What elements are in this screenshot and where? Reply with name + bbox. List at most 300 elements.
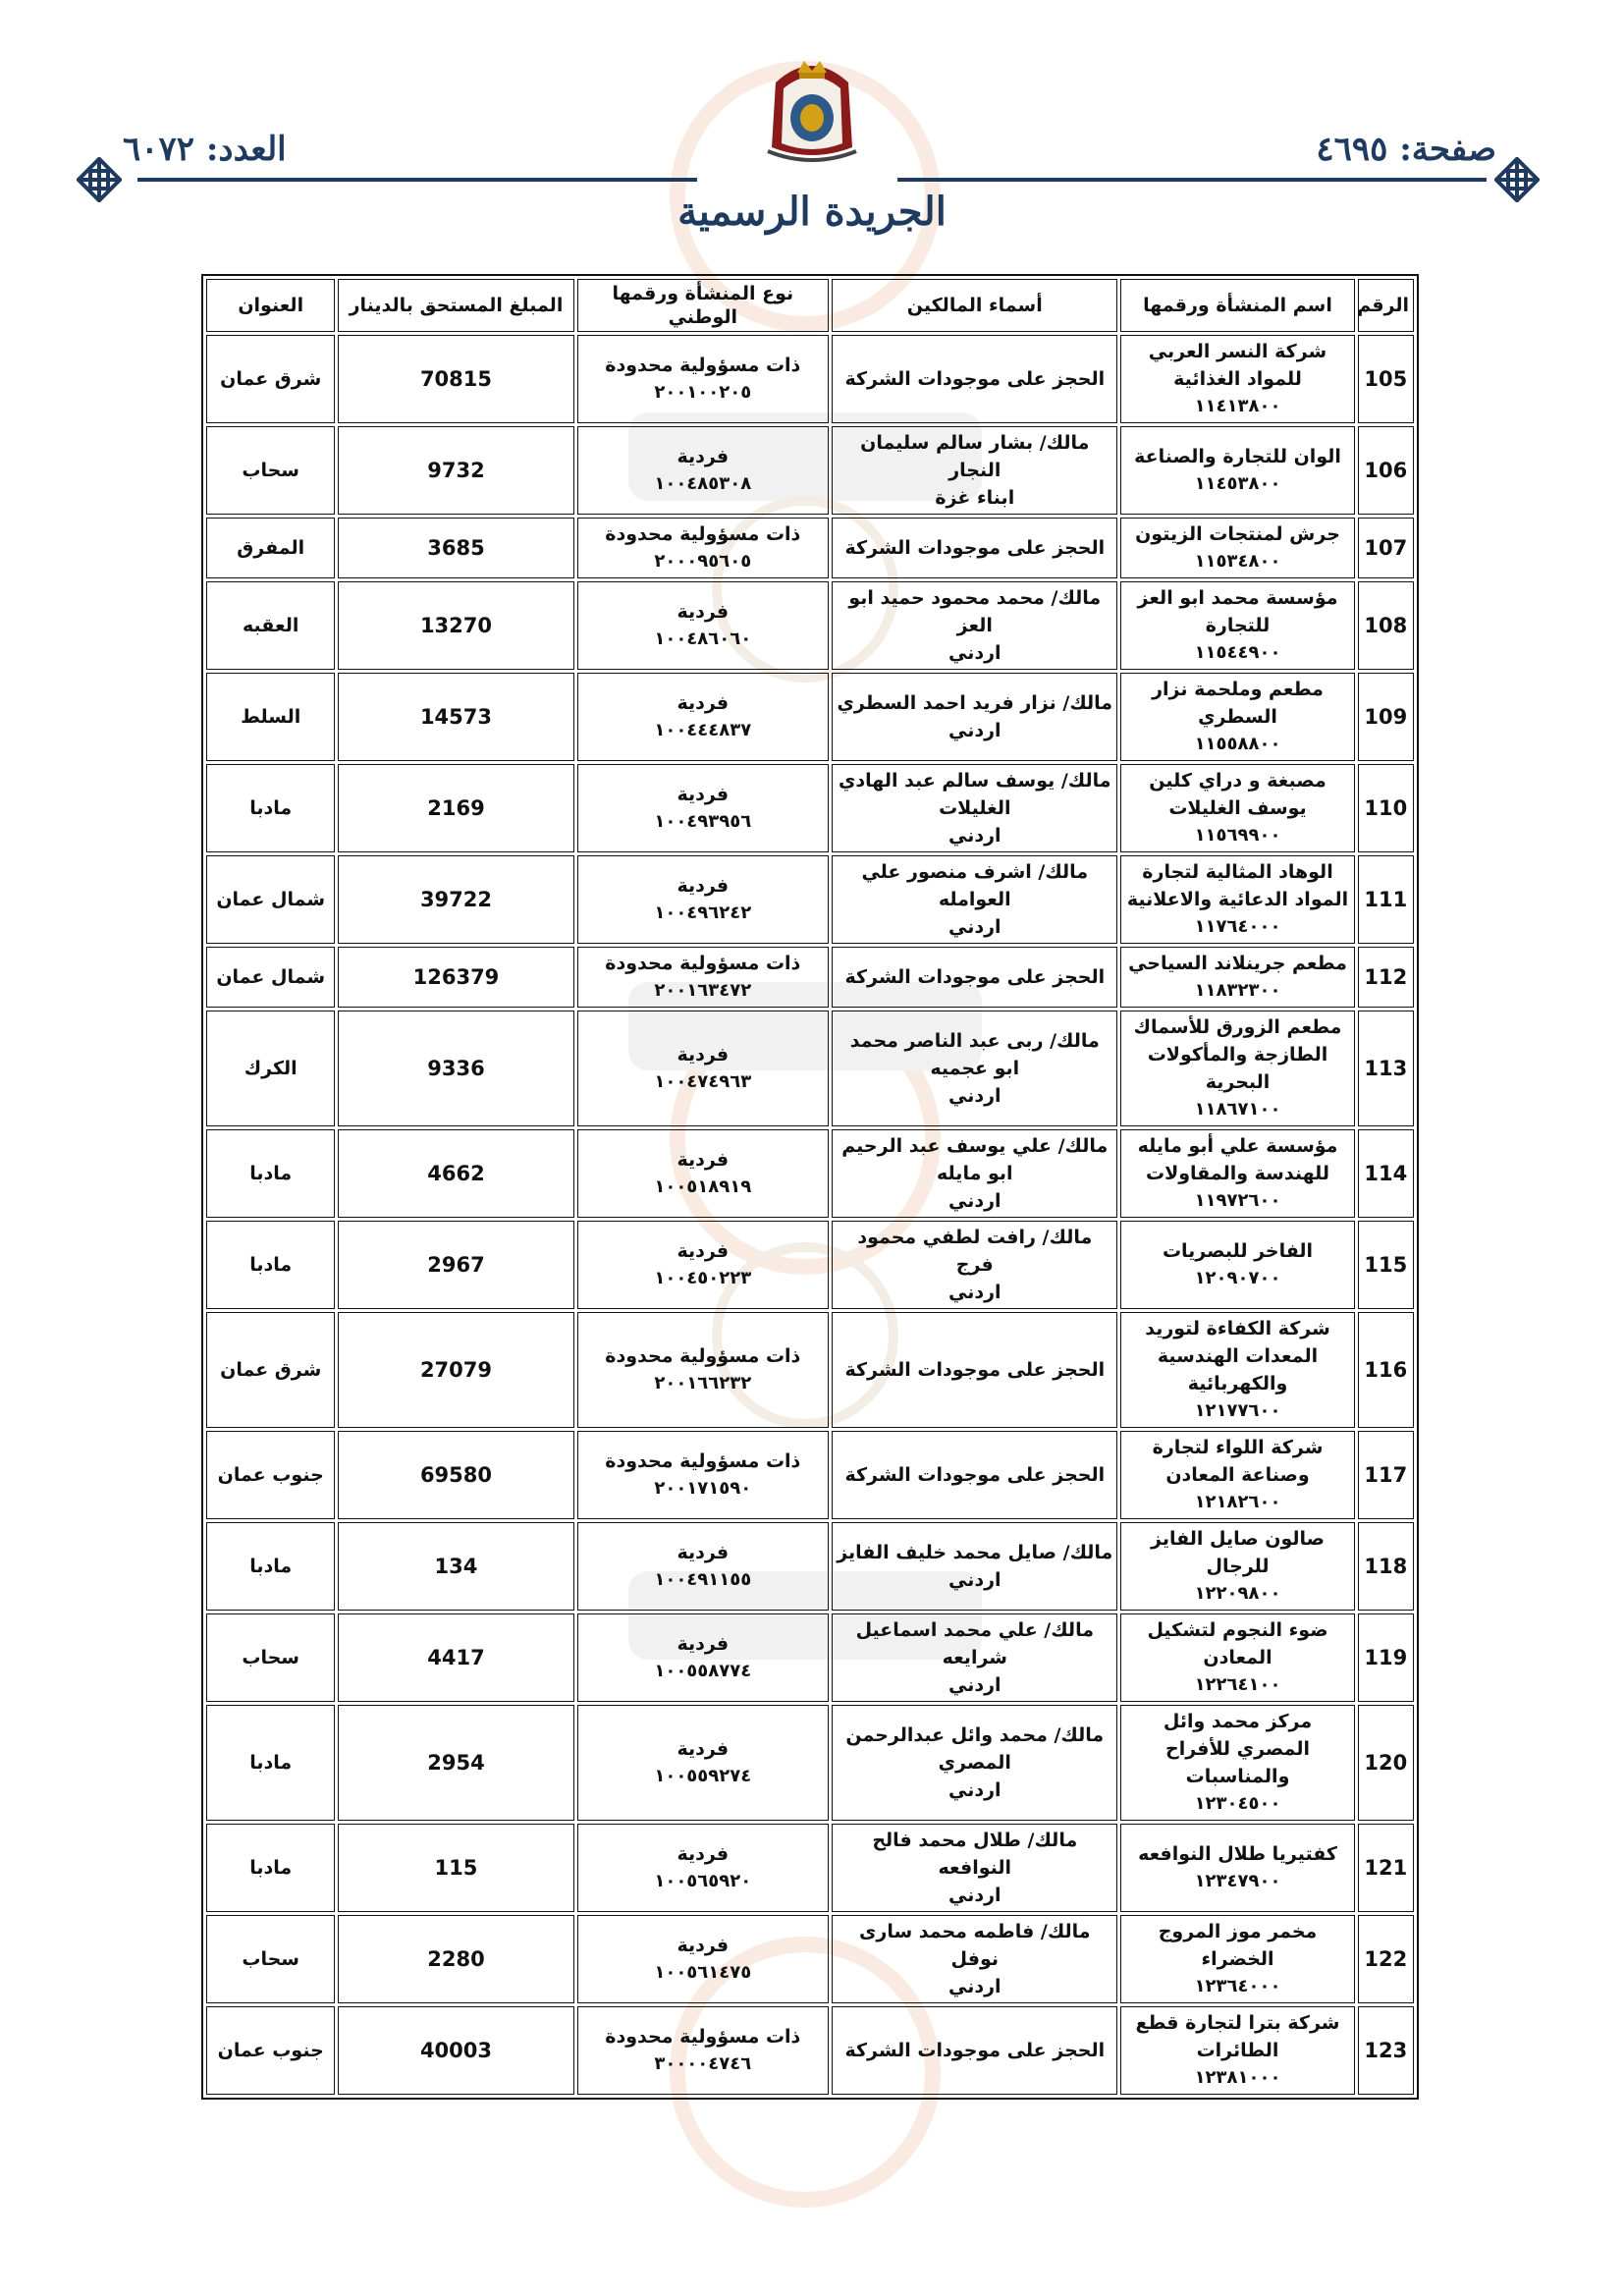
row-number-cell [1358, 426, 1414, 515]
type-cell [577, 764, 830, 852]
establishment-name: مؤسسة محمد ابو العز للتجارة [1137, 587, 1338, 636]
row-number-cell [1358, 2006, 1414, 2095]
table-row [206, 1613, 1414, 1702]
type-cell [577, 581, 830, 670]
establishment-number: ١١٥٣٤٨٠٠ [1194, 551, 1281, 572]
type-cell [577, 1705, 830, 1821]
amount-cell [338, 764, 573, 852]
amount-cell [338, 673, 573, 761]
table-row [206, 1915, 1414, 2003]
address-cell [206, 1915, 335, 2003]
owner-nationality: اردني [947, 720, 1001, 741]
owner-name: مالك/ بشار سالم سليمان النجار [860, 432, 1090, 481]
amount-cell [338, 1431, 573, 1519]
establishment-name: صالون صايل الفايز للرجال [1151, 1528, 1325, 1577]
amount-due: 27079 [419, 1358, 492, 1382]
owner-nationality: اردني [947, 1976, 1001, 1997]
establishment-name: مطعم وملحمة نزار السطري [1152, 679, 1324, 728]
establishment-cell [1120, 947, 1354, 1008]
establishment-name: مركز محمد وائل المصري للأفراح والمناسبات [1163, 1711, 1313, 1787]
row-number: 111 [1364, 888, 1408, 911]
owner-name: الحجز على موجودات الشركة [844, 368, 1106, 390]
owner-name: مالك/ رافت لطفي محمود فرج [857, 1227, 1093, 1276]
establishment-number: ١٢٣٤٧٩٠٠ [1194, 1871, 1281, 1891]
address: سحاب [242, 460, 299, 481]
owner-nationality: اردني [947, 1085, 1001, 1107]
row-number-cell [1358, 1221, 1414, 1309]
establishment-type: فردية [677, 1044, 730, 1066]
amount-due: 134 [434, 1555, 478, 1578]
owner-cell [832, 1522, 1117, 1611]
establishment-name: شركة الكفاءة لتوريد المعدات الهندسية والكهربائية [1145, 1318, 1330, 1394]
owner-name: مالك/ فاطمه محمد سارى نوفل [858, 1921, 1091, 1970]
address: مادبا [249, 1254, 293, 1276]
type-cell [577, 1221, 830, 1309]
establishment-cell [1120, 855, 1354, 944]
column-header-amount: المبلغ المستحق بالدينار [338, 279, 573, 332]
address-cell [206, 1613, 335, 1702]
establishment-type: ذات مسؤولية محدودة [605, 953, 801, 974]
establishment-number: ١٢٣٨١٠٠٠ [1194, 2067, 1281, 2088]
establishment-type: فردية [677, 1240, 730, 1262]
establishment-cell [1120, 1312, 1354, 1428]
row-number: 105 [1364, 367, 1408, 391]
type-cell [577, 947, 830, 1008]
owner-name: مالك/ نزار فريد احمد السطري [837, 692, 1113, 714]
owner-cell [832, 581, 1117, 670]
establishment-type: فردية [677, 601, 730, 623]
owner-name: الحجز على موجودات الشركة [844, 966, 1106, 988]
establishment-cell [1120, 1129, 1354, 1218]
type-cell [577, 1613, 830, 1702]
table-row [206, 1431, 1414, 1519]
amount-cell [338, 1915, 573, 2003]
amount-due: 3685 [427, 536, 485, 560]
owner-nationality: ابناء غزة [935, 487, 1015, 509]
establishment-cell [1120, 1431, 1354, 1519]
address-cell [206, 947, 335, 1008]
owner-cell [832, 1129, 1117, 1218]
table-row [206, 1011, 1414, 1126]
amount-cell [338, 2006, 573, 2095]
address: جنوب عمان [217, 2040, 324, 2061]
registry-table [201, 274, 1419, 2100]
row-number: 110 [1364, 796, 1408, 820]
national-number: ٢٠٠٠٩٥٦٠٥ [654, 551, 752, 572]
row-number-cell [1358, 673, 1414, 761]
row-number: 109 [1364, 705, 1408, 729]
owner-cell [832, 1312, 1117, 1428]
establishment-number: ١١٥٥٨٨٠٠ [1194, 734, 1281, 754]
page-header [0, 0, 1624, 255]
type-cell [577, 335, 830, 423]
owner-nationality: اردني [947, 642, 1001, 664]
table-row [206, 581, 1414, 670]
address: شمال عمان [216, 966, 326, 988]
establishment-name: مطعم الزورق للأسماك الطازجة والمأكولات البحرية [1133, 1016, 1342, 1093]
establishment-type: فردية [677, 692, 730, 714]
owner-cell [832, 947, 1117, 1008]
amount-due: 14573 [419, 705, 492, 729]
establishment-name: الوان للتجارة والصناعة [1134, 446, 1341, 467]
row-number-cell [1358, 1915, 1414, 2003]
row-number-cell [1358, 518, 1414, 578]
type-cell [577, 1312, 830, 1428]
owner-cell [832, 1705, 1117, 1821]
type-cell [577, 1824, 830, 1912]
row-number-cell [1358, 855, 1414, 944]
amount-cell [338, 518, 573, 578]
column-header-name: اسم المنشأة ورقمها [1120, 279, 1354, 332]
amount-cell [338, 1705, 573, 1821]
row-number-cell [1358, 1312, 1414, 1428]
establishment-name: مطعم جرينلاند السياحي [1128, 953, 1347, 974]
establishment-type: فردية [677, 784, 730, 805]
coat-of-arms-icon [758, 53, 866, 169]
national-number: ١٠٠٤٤٤٨٣٧ [654, 720, 752, 740]
owner-name: مالك/ يوسف سالم عبد الهادي الغليلات [839, 770, 1111, 819]
amount-due: 9732 [427, 459, 485, 482]
owner-nationality: اردني [947, 1779, 1001, 1801]
establishment-type: ذات مسؤولية محدودة [605, 355, 801, 376]
row-number-cell [1358, 1522, 1414, 1611]
table-row [206, 764, 1414, 852]
type-cell [577, 1129, 830, 1218]
establishment-cell [1120, 1522, 1354, 1611]
establishment-type: فردية [677, 875, 730, 897]
address-cell [206, 1705, 335, 1821]
establishment-cell [1120, 518, 1354, 578]
row-number: 123 [1364, 2039, 1408, 2062]
address: مادبا [249, 1752, 293, 1774]
establishment-number: ١٢٣٦٤٠٠٠ [1194, 1976, 1281, 1996]
type-cell [577, 1431, 830, 1519]
row-number: 118 [1364, 1555, 1408, 1578]
address-cell [206, 1221, 335, 1309]
establishment-name: شركة بترا لتجارة قطع الطائرات [1135, 2012, 1340, 2061]
owner-name: مالك/ محمد وائل عبدالرحمن المصري [845, 1724, 1105, 1774]
amount-due: 9336 [427, 1057, 485, 1080]
address: سحاب [242, 1948, 299, 1970]
national-number: ٢٠٠١٦٦٢٣٢ [654, 1373, 752, 1394]
row-number: 113 [1364, 1057, 1408, 1080]
address-cell [206, 1522, 335, 1611]
table-row [206, 855, 1414, 944]
establishment-type: فردية [677, 1738, 730, 1760]
address-cell [206, 1824, 335, 1912]
national-number: ١٠٠٤٨٥٣٠٨ [654, 473, 752, 494]
establishment-number: ١١٩٧٢٦٠٠ [1194, 1190, 1281, 1211]
owner-nationality: اردني [947, 1190, 1001, 1212]
address: مادبا [249, 1163, 293, 1184]
national-number: ١٠٠٥١٨٩١٩ [654, 1176, 752, 1197]
establishment-cell [1120, 1613, 1354, 1702]
amount-due: 39722 [419, 888, 492, 911]
establishment-number: ١٢٢٠٩٨٠٠ [1194, 1583, 1281, 1604]
row-number-cell [1358, 1431, 1414, 1519]
address: شرق عمان [220, 368, 322, 390]
amount-due: 126379 [412, 965, 500, 989]
national-number: ١٠٠٥٦١٤٧٥ [654, 1962, 752, 1983]
gazette-title: الجريدة الرسمية [677, 189, 947, 235]
owner-cell [832, 764, 1117, 852]
owner-name: مالك/ طلال محمد فالح النوافعه [872, 1830, 1078, 1879]
owner-name: مالك/ ربى عبد الناصر محمد ابو عجميه [849, 1030, 1100, 1079]
row-number-cell [1358, 764, 1414, 852]
owner-name: مالك/ اشرف منصور علي العوامله [861, 861, 1089, 910]
owner-name: مالك/ علي محمد اسماعيل شرايعه [855, 1619, 1094, 1668]
table-row [206, 1129, 1414, 1218]
row-number: 117 [1364, 1463, 1408, 1487]
table-row [206, 426, 1414, 515]
owner-cell [832, 855, 1117, 944]
address-cell [206, 335, 335, 423]
establishment-number: ١١٤٥٣٨٠٠ [1194, 473, 1281, 494]
establishment-type: ذات مسؤولية محدودة [605, 2026, 801, 2048]
row-number: 107 [1364, 536, 1408, 560]
national-number: ١٠٠٤٩٦٢٤٢ [654, 902, 752, 923]
row-number: 119 [1364, 1646, 1408, 1669]
amount-cell [338, 1312, 573, 1428]
owner-name: مالك/ محمد محمود حميد ابو العز [848, 587, 1102, 636]
row-number: 112 [1364, 965, 1408, 989]
table-row [206, 1312, 1414, 1428]
amount-cell [338, 1613, 573, 1702]
establishment-number: ١١٨٦٧١٠٠ [1194, 1099, 1281, 1120]
establishment-cell [1120, 335, 1354, 423]
table-row [206, 673, 1414, 761]
address: مادبا [249, 1857, 293, 1879]
establishment-type: فردية [677, 1633, 730, 1655]
establishment-name: شركة النسر العربي للمواد الغذائية [1148, 341, 1327, 390]
establishment-cell [1120, 1221, 1354, 1309]
establishment-cell [1120, 1915, 1354, 2003]
address-cell [206, 581, 335, 670]
owner-nationality: اردني [947, 916, 1001, 938]
national-number: ٢٠٠١٦٣٤٧٢ [654, 980, 752, 1001]
national-number: ١٠٠٤٩٣٩٥٦ [654, 811, 752, 832]
table-row [206, 1705, 1414, 1821]
amount-due: 69580 [419, 1463, 492, 1487]
row-number: 116 [1364, 1358, 1408, 1382]
address-cell [206, 673, 335, 761]
establishment-cell [1120, 1824, 1354, 1912]
establishment-name: مؤسسة علي أبو مايله للهندسة والمقاولات [1137, 1135, 1338, 1184]
amount-due: 4662 [427, 1162, 485, 1185]
establishment-name: جرش لمنتجات الزيتون [1135, 523, 1340, 545]
amount-due: 13270 [419, 614, 492, 637]
establishment-type: فردية [677, 1935, 730, 1956]
owner-cell [832, 1221, 1117, 1309]
table-header-row [206, 279, 1414, 332]
amount-due: 2954 [427, 1751, 485, 1775]
type-cell [577, 2006, 830, 2095]
establishment-cell [1120, 1011, 1354, 1126]
table-row [206, 1824, 1414, 1912]
address-cell [206, 426, 335, 515]
type-cell [577, 1011, 830, 1126]
address: شرق عمان [220, 1359, 322, 1381]
row-number-cell [1358, 947, 1414, 1008]
establishment-name: ضوء النجوم لتشكيل المعادن [1147, 1619, 1328, 1668]
column-header-address: العنوان [206, 279, 335, 332]
amount-due: 70815 [419, 367, 492, 391]
row-number: 120 [1364, 1751, 1408, 1775]
type-cell [577, 673, 830, 761]
establishment-cell [1120, 426, 1354, 515]
establishment-number: ١٢٢٦٤١٠٠ [1194, 1674, 1281, 1695]
row-number-cell [1358, 335, 1414, 423]
type-cell [577, 518, 830, 578]
address: جنوب عمان [217, 1464, 324, 1486]
address-cell [206, 1431, 335, 1519]
row-number: 108 [1364, 614, 1408, 637]
row-number-cell [1358, 1824, 1414, 1912]
owner-cell [832, 673, 1117, 761]
column-header-no: الرقم [1358, 279, 1414, 332]
establishment-number: ١٢١٧٧٦٠٠ [1194, 1400, 1281, 1421]
address: المفرق [237, 537, 305, 559]
amount-cell [338, 1522, 573, 1611]
establishment-type: فردية [677, 1542, 730, 1563]
address-cell [206, 518, 335, 578]
establishment-name: شركة اللواء لتجارة وصناعة المعادن [1152, 1437, 1324, 1486]
establishment-number: ١١٥٦٩٩٠٠ [1194, 825, 1281, 846]
national-number: ١٠٠٤٨٦٠٦٠ [654, 629, 752, 649]
amount-due: 40003 [419, 2039, 492, 2062]
column-header-type: نوع المنشأة ورقمها الوطني [577, 279, 830, 332]
establishment-number: ١١٨٣٢٣٠٠ [1194, 980, 1281, 1001]
type-cell [577, 855, 830, 944]
issue-number: العدد: ٦٠٧٢ [123, 130, 287, 169]
table-row [206, 335, 1414, 423]
amount-due: 4417 [427, 1646, 485, 1669]
national-number: ١٠٠٤٥٠٢٢٣ [654, 1268, 752, 1288]
address: مادبا [249, 797, 293, 819]
table-row [206, 1221, 1414, 1309]
establishment-cell [1120, 764, 1354, 852]
amount-cell [338, 947, 573, 1008]
column-header-owners: أسماء المالكين [832, 279, 1117, 332]
establishment-type: فردية [677, 1843, 730, 1865]
header-rule-left [137, 178, 697, 182]
national-number: ١٠٠٤٩١١٥٥ [654, 1569, 752, 1590]
address-cell [206, 855, 335, 944]
owner-name: مالك/ علي يوسف عبد الرحيم ابو مايله [841, 1135, 1109, 1184]
address-cell [206, 2006, 335, 2095]
row-number: 106 [1364, 459, 1408, 482]
type-cell [577, 1522, 830, 1611]
owner-name: الحجز على موجودات الشركة [844, 1359, 1106, 1381]
owner-nationality: اردني [947, 1282, 1001, 1303]
page-number: صفحة: ٤٦٩٥ [1316, 130, 1496, 169]
amount-cell [338, 1221, 573, 1309]
establishment-type: ذات مسؤولية محدودة [605, 1345, 801, 1367]
address: شمال عمان [216, 889, 326, 910]
row-number-cell [1358, 581, 1414, 670]
establishment-number: ١١٤١٣٨٠٠ [1194, 396, 1281, 416]
type-cell [577, 1915, 830, 2003]
establishment-name: الفاخر للبصريات [1162, 1240, 1314, 1262]
national-number: ٣٠٠٠٠٤٧٤٦ [654, 2053, 752, 2074]
amount-cell [338, 581, 573, 670]
row-number-cell [1358, 1011, 1414, 1126]
establishment-number: ١١٧٦٤٠٠٠ [1194, 916, 1281, 937]
establishment-number: ١٢١٨٢٦٠٠ [1194, 1492, 1281, 1512]
establishment-type: فردية [677, 1149, 730, 1171]
owner-nationality: اردني [947, 825, 1001, 847]
row-number: 114 [1364, 1162, 1408, 1185]
establishment-type: ذات مسؤولية محدودة [605, 523, 801, 545]
address-cell [206, 1312, 335, 1428]
owner-name: الحجز على موجودات الشركة [844, 2040, 1106, 2061]
address: السلط [241, 706, 301, 728]
type-cell [577, 426, 830, 515]
establishment-cell [1120, 581, 1354, 670]
amount-cell [338, 1129, 573, 1218]
row-number-cell [1358, 1705, 1414, 1821]
national-number: ١٠٠٥٦٥٩٢٠ [654, 1871, 752, 1891]
owner-nationality: اردني [947, 1885, 1001, 1906]
owner-nationality: اردني [947, 1674, 1001, 1696]
owner-cell [832, 518, 1117, 578]
header-rule-right [897, 178, 1487, 182]
row-number: 122 [1364, 1947, 1408, 1971]
address: مادبا [249, 1556, 293, 1577]
amount-cell [338, 1011, 573, 1126]
owner-cell [832, 1613, 1117, 1702]
establishment-number: ١٢٠٩٠٧٠٠ [1194, 1268, 1281, 1288]
owner-nationality: اردني [947, 1569, 1001, 1591]
table-row [206, 2006, 1414, 2095]
establishment-name: مخمر موز المروج الخضراء [1158, 1921, 1318, 1970]
owner-cell [832, 1824, 1117, 1912]
amount-due: 2169 [427, 796, 485, 820]
establishment-name: كفتيريا طلال النوافعه [1138, 1843, 1337, 1865]
establishment-number: ١١٥٤٤٩٠٠ [1194, 642, 1281, 663]
table-row [206, 1522, 1414, 1611]
address: سحاب [242, 1647, 299, 1668]
owner-cell [832, 335, 1117, 423]
owner-name: الحجز على موجودات الشركة [844, 1464, 1106, 1486]
row-number: 121 [1364, 1856, 1408, 1880]
amount-cell [338, 335, 573, 423]
national-number: ٢٠٠١٠٠٢٠٥ [654, 382, 752, 403]
national-number: ٢٠٠١٧١٥٩٠ [654, 1478, 752, 1499]
establishment-cell [1120, 2006, 1354, 2095]
owner-cell [832, 1011, 1117, 1126]
address: العقبه [243, 615, 299, 636]
establishment-number: ١٢٣٠٤٥٠٠ [1194, 1793, 1281, 1814]
establishment-cell [1120, 1705, 1354, 1821]
address-cell [206, 1129, 335, 1218]
table-row [206, 518, 1414, 578]
table-row [206, 947, 1414, 1008]
address-cell [206, 764, 335, 852]
owner-cell [832, 1431, 1117, 1519]
establishment-name: مصبغة و دراي كلين يوسف الغليلات [1149, 770, 1326, 819]
address-cell [206, 1011, 335, 1126]
owner-cell [832, 426, 1117, 515]
establishment-cell [1120, 673, 1354, 761]
owner-cell [832, 2006, 1117, 2095]
national-number: ١٠٠٥٥٨٧٧٤ [654, 1661, 752, 1681]
national-number: ١٠٠٤٧٤٩٦٣ [654, 1071, 752, 1092]
amount-due: 2967 [427, 1253, 485, 1277]
amount-cell [338, 855, 573, 944]
address: الكرك [244, 1058, 298, 1079]
amount-cell [338, 1824, 573, 1912]
